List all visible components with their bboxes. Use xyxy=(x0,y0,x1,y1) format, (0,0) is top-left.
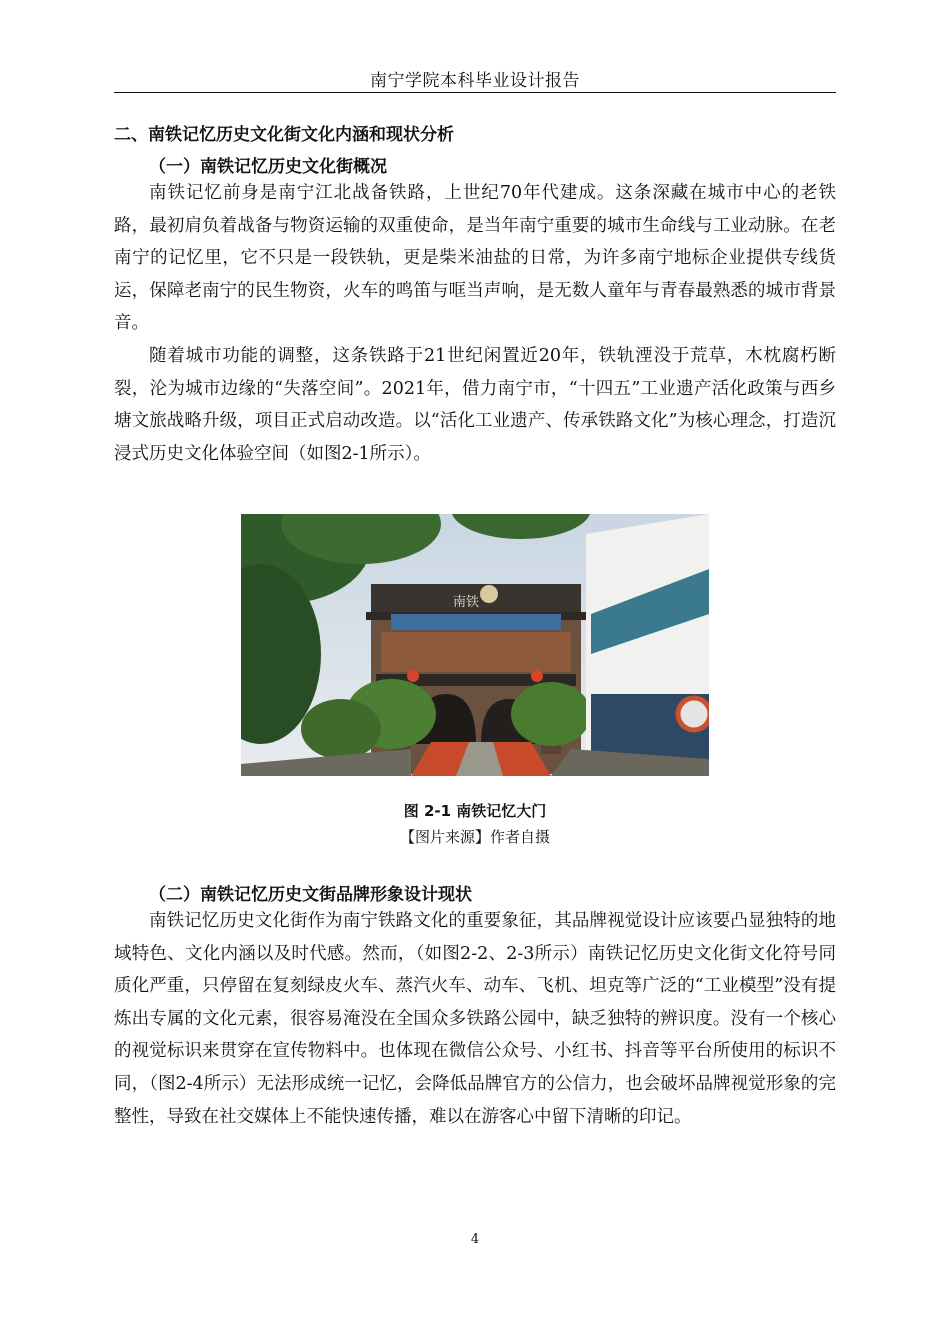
subsection-heading-brand: （二）南铁记忆历史文街品牌形象设计现状 xyxy=(149,885,472,905)
header-rule xyxy=(114,92,836,93)
gate-photo-illustration xyxy=(241,514,709,776)
figure-caption: 图 2-1 南铁记忆大门 xyxy=(403,802,547,820)
section-heading: 二、南铁记忆历史文化街文化内涵和现状分析 xyxy=(114,125,454,145)
page-number: 4 xyxy=(470,1232,480,1247)
figure-photo-gate xyxy=(241,514,709,776)
paragraph-overview-2: 随着城市功能的调整，这条铁路于21世纪闲置近20年，铁轨湮没于荒草，木枕腐朽断裂，沦为城市边缘的“失落空间”。2021年，借力南宁市，“十四五”工业遗产活化政策与西乡塘文旅战略升级，项目正式启动改造。以“活化工业遗产、传承铁路文化”为核心理念，打造沉浸式历史文化体验空间（如图2-1所示）。 xyxy=(114,346,836,464)
figure-source: 【图片来源】作者自摄 xyxy=(399,828,550,846)
page-header-title: 南宁学院本科毕业设计报告 xyxy=(370,71,580,91)
gate-sign-text: 南铁 xyxy=(453,595,480,610)
paragraph-brand-1: 南铁记忆历史文化街作为南宁铁路文化的重要象征，其品牌视觉设计应该要凸显独特的地域特色、文化内涵以及时代感。然而，（如图2-2、2-3所示）南铁记忆历史文化街文化符号同质化严重，只停留在复刻绿皮火车、蒸汽火车、动车、飞机、坦克等广泛的“工业模型”没有提炼出专属的文化元素，很容易淹没在全国众多铁路公园中，缺乏独特的辨识度。没有一个核心的视觉标识来贯穿在宣传物料中。也体现在微信公众号、小红书、抖音等平台所使用的标识不同，（图2-4所示）无法形成统一记忆，会降低品牌官方的公信力，也会破坏品牌视觉形象的完整性，导致在社交媒体上不能快速传播，难以在游客心中留下清晰的印记。 xyxy=(114,911,836,1127)
paragraph-overview-1: 南铁记忆前身是南宁江北战备铁路，上世纪70年代建成。这条深藏在城市中心的老铁路，最初肩负着战备与物资运输的双重使命，是当年南宁重要的城市生命线与工业动脉。在老南宁的记忆里，它不只是一段铁轨，更是柴米油盐的日常，为许多南宁地标企业提供专线货运，保障老南宁的民生物资，火车的鸣笛与哐当声响，是无数人童年与青春最熟悉的城市背景音。 xyxy=(114,183,836,334)
subsection-heading-overview: （一）南铁记忆历史文化街概况 xyxy=(149,157,387,177)
